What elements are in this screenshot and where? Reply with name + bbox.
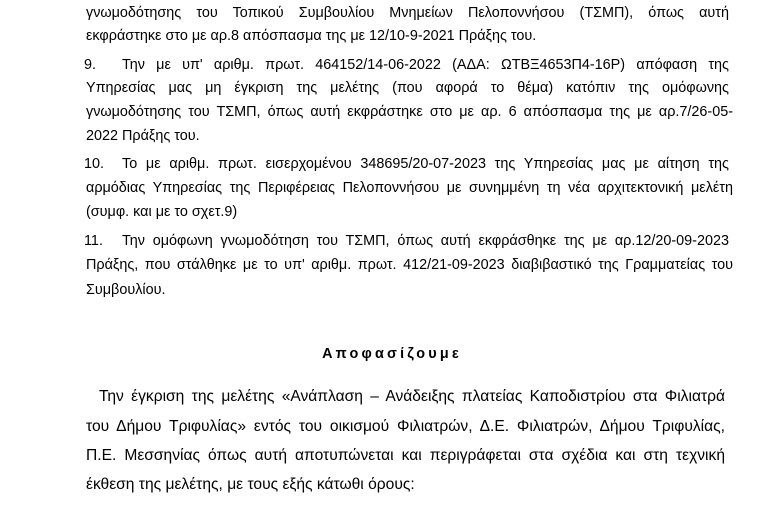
item-line: Υπηρεσίας μας μη έγκριση της μελέτης (που αφορά το θέμα) κατόπιν της ομόφωνης (86, 80, 729, 96)
item-number: 11. (84, 233, 103, 249)
item-line: Την ομόφωνη γνωμοδότηση του ΤΣΜΠ, όπως αυτή εκφράσθηκε της με αρ.12/20-09-2023 (122, 233, 729, 249)
item-line: Την με υπ' αριθμ. πρωτ. 464152/14-06-2022 (ΑΔΑ: ΩΤΒΞ4653Π4-16Ρ) απόφαση της (122, 57, 729, 73)
item-line: αρμόδιας Υπηρεσίας της Περιφέρειας Πελοποννήσου με συνημμένη τη νέα αρχιτεκτονική μελέτη (86, 180, 733, 196)
item-line: Το με αριθμ. πρωτ. εισερχομένου 348695/20-07-2023 της Υπηρεσίας μας με αίτηση της (122, 156, 729, 172)
decision-line: του Δήμου Τριφυλίας» εντός του οικισμού Φιλιατρών, Δ.Ε. Φιλιατρών, Δήμου Τριφυλίας, (86, 418, 725, 435)
item-line: Πράξης, που στάλθηκε με το υπ' αριθμ. πρωτ. 412/21-09-2023 διαβιβαστικό της Γραμματείας του (86, 257, 733, 273)
decision-line: έκθεση της μελέτης, με τους εξής κάτωθι όρους: (86, 476, 415, 493)
decision-line: Την έγκριση της μελέτης «Ανάπλαση – Ανάδειξης πλατείας Καποδιστρίου στα Φιλιατρά (99, 388, 725, 405)
item-line: Συμβουλίου. (86, 282, 166, 298)
item-line: 2022 Πράξης του. (86, 128, 200, 144)
item-number: 10. (84, 156, 105, 172)
item-line: γνωμοδότησης του ΤΣΜΠ, όπως αυτή εκφράστηκε στο με αρ. 6 απόσπασμα της με αρ.7/26-05- (86, 104, 733, 120)
item-line: (συμφ. και με το σχετ.9) (86, 204, 238, 220)
intro-line: εκφράστηκε στο με αρ.8 απόσπασμα της με 12/10-9-2021 Πράξης του. (86, 28, 537, 44)
decision-line: Π.Ε. Μεσσηνίας όπως αυτή αποτυπώνεται και περιγράφεται στα σχέδια και στη τεχνική (86, 447, 725, 464)
section-heading: Αποφασίζουμε (322, 346, 462, 362)
intro-line: γνωμοδότησης του Τοπικού Συμβουλίου Μνημείων Πελοποννήσου (ΤΣΜΠ), όπως αυτή (86, 5, 729, 21)
item-number: 9. (84, 57, 97, 73)
